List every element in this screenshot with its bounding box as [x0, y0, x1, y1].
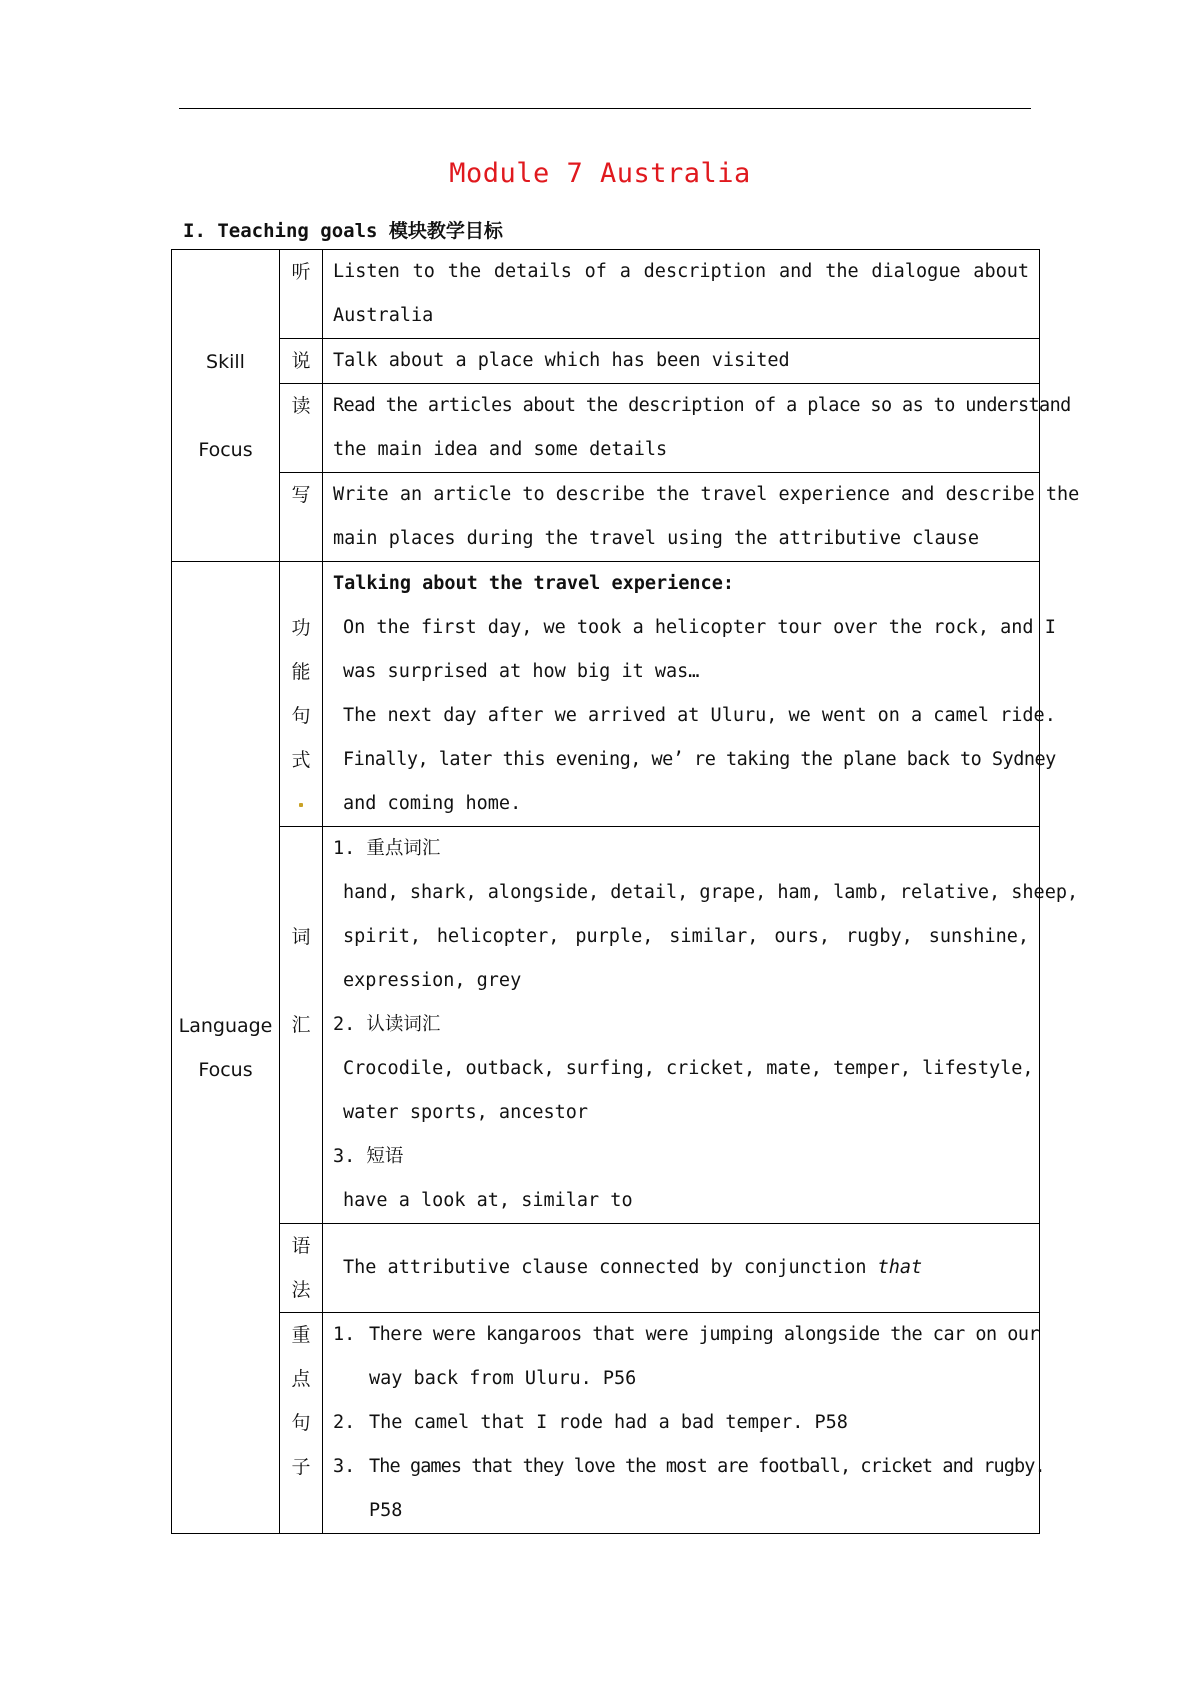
grammar-content: [323, 1224, 1040, 1313]
label-char: 点: [291, 1368, 311, 1390]
functions-content: [323, 562, 1056, 827]
skill-label: 听: [280, 250, 323, 339]
label-char: 功: [291, 617, 311, 639]
table-row: [172, 250, 1040, 339]
skill-description: [323, 473, 1080, 562]
skill-description: [323, 384, 1071, 473]
text-line: The next day after we arrived at Uluru, we went on a camel ride.: [343, 705, 1056, 726]
key-sentences-label: [280, 1313, 323, 1534]
skill-description: [323, 339, 1040, 384]
label-char: 式: [291, 749, 311, 771]
table-row: [172, 339, 1040, 384]
vocabulary-heading: 3. 短语: [333, 1146, 404, 1167]
teaching-goals-table: [171, 249, 1080, 1534]
label-char: 句: [291, 1412, 311, 1434]
text-line: expression, grey: [343, 970, 522, 991]
text-line: The attributive clause connected by conjunction that: [343, 1257, 923, 1278]
skill-label: 读: [280, 384, 323, 473]
text-line: water sports, ancestor: [343, 1102, 589, 1123]
skill-description: [323, 250, 1040, 339]
text-line: have a look at, similar to: [343, 1190, 633, 1211]
functions-heading: Talking about the travel experience:: [333, 573, 734, 594]
functions-label: [280, 562, 323, 827]
label-char: 词: [291, 926, 311, 948]
text-line: Talk about a place which has been visited: [333, 350, 790, 371]
text-line: On the first day, we took a helicopter tour over the rock, and I: [343, 617, 1056, 638]
table-row: [172, 473, 1040, 562]
table-row: [172, 384, 1040, 473]
key-sentences-content: [323, 1313, 1045, 1534]
text-line: spirit, helicopter, purple, similar, ours, rugby, sunshine,: [343, 926, 1029, 947]
text-line: Write an article to describe the travel experience and describe the: [333, 484, 1080, 505]
vocabulary-content: [323, 827, 1079, 1224]
text-line: Finally, later this evening, we’ re taking the plane back to Sydney: [343, 749, 1056, 770]
grammar-label: [280, 1224, 323, 1313]
skill-label: 写: [280, 473, 323, 562]
bullet-mark: [299, 803, 303, 807]
language-focus-category: [172, 562, 280, 1534]
vocabulary-label: [280, 827, 323, 1224]
text-line: and coming home.: [343, 793, 522, 814]
category-label: Focus: [198, 1058, 253, 1081]
label-char: 句: [291, 705, 311, 727]
page-title: Module 7 Australia: [449, 158, 751, 189]
list-item: 1. There were kangaroos that were jumping alongside the car on our: [333, 1324, 1040, 1345]
section-heading: I. Teaching goals 模块教学目标: [183, 220, 503, 242]
list-item: 3. The games that they love the most are football, cricket and rugby.: [333, 1456, 1045, 1477]
text-line: was surprised at how big it was…: [343, 661, 700, 682]
label-char: 重: [291, 1324, 311, 1346]
category-label: Language: [178, 1014, 273, 1037]
table-row: [172, 1313, 1040, 1534]
text-line: Crocodile, outback, surfing, cricket, mate, temper, lifestyle,: [343, 1058, 1034, 1079]
skill-label: 说: [280, 339, 323, 384]
table-row: [172, 827, 1040, 1224]
label-char: 子: [291, 1456, 311, 1478]
italic-word: that: [877, 1257, 923, 1278]
text-line: Listen to the details of a description and the dialogue about: [333, 261, 1029, 282]
text-line: main places during the travel using the attributive clause: [333, 528, 980, 549]
text-line: the main idea and some details: [333, 439, 668, 460]
label-char: 能: [291, 661, 311, 683]
text-line: Australia: [333, 305, 434, 326]
table-row: [172, 1224, 1040, 1313]
table-row: [172, 562, 1040, 827]
vocabulary-heading: 2. 认读词汇: [333, 1014, 441, 1035]
vocabulary-heading: 1. 重点词汇: [333, 838, 441, 859]
label-char: 语: [291, 1235, 311, 1257]
category-label: Focus: [198, 438, 253, 461]
text-line: way back from Uluru. P56: [369, 1368, 637, 1389]
label-char: 法: [291, 1279, 311, 1301]
list-item: 2. The camel that I rode had a bad temper. P58: [333, 1412, 848, 1433]
text-line: P58: [369, 1500, 403, 1521]
label-char: 汇: [291, 1014, 311, 1036]
category-label: Skill: [206, 350, 245, 373]
header-rule: [179, 108, 1031, 109]
skill-focus-category: [172, 250, 280, 562]
text-line: Read the articles about the description of a place so as to understand: [333, 395, 1071, 416]
text-line: hand, shark, alongside, detail, grape, ham, lamb, relative, sheep,: [343, 882, 1079, 903]
